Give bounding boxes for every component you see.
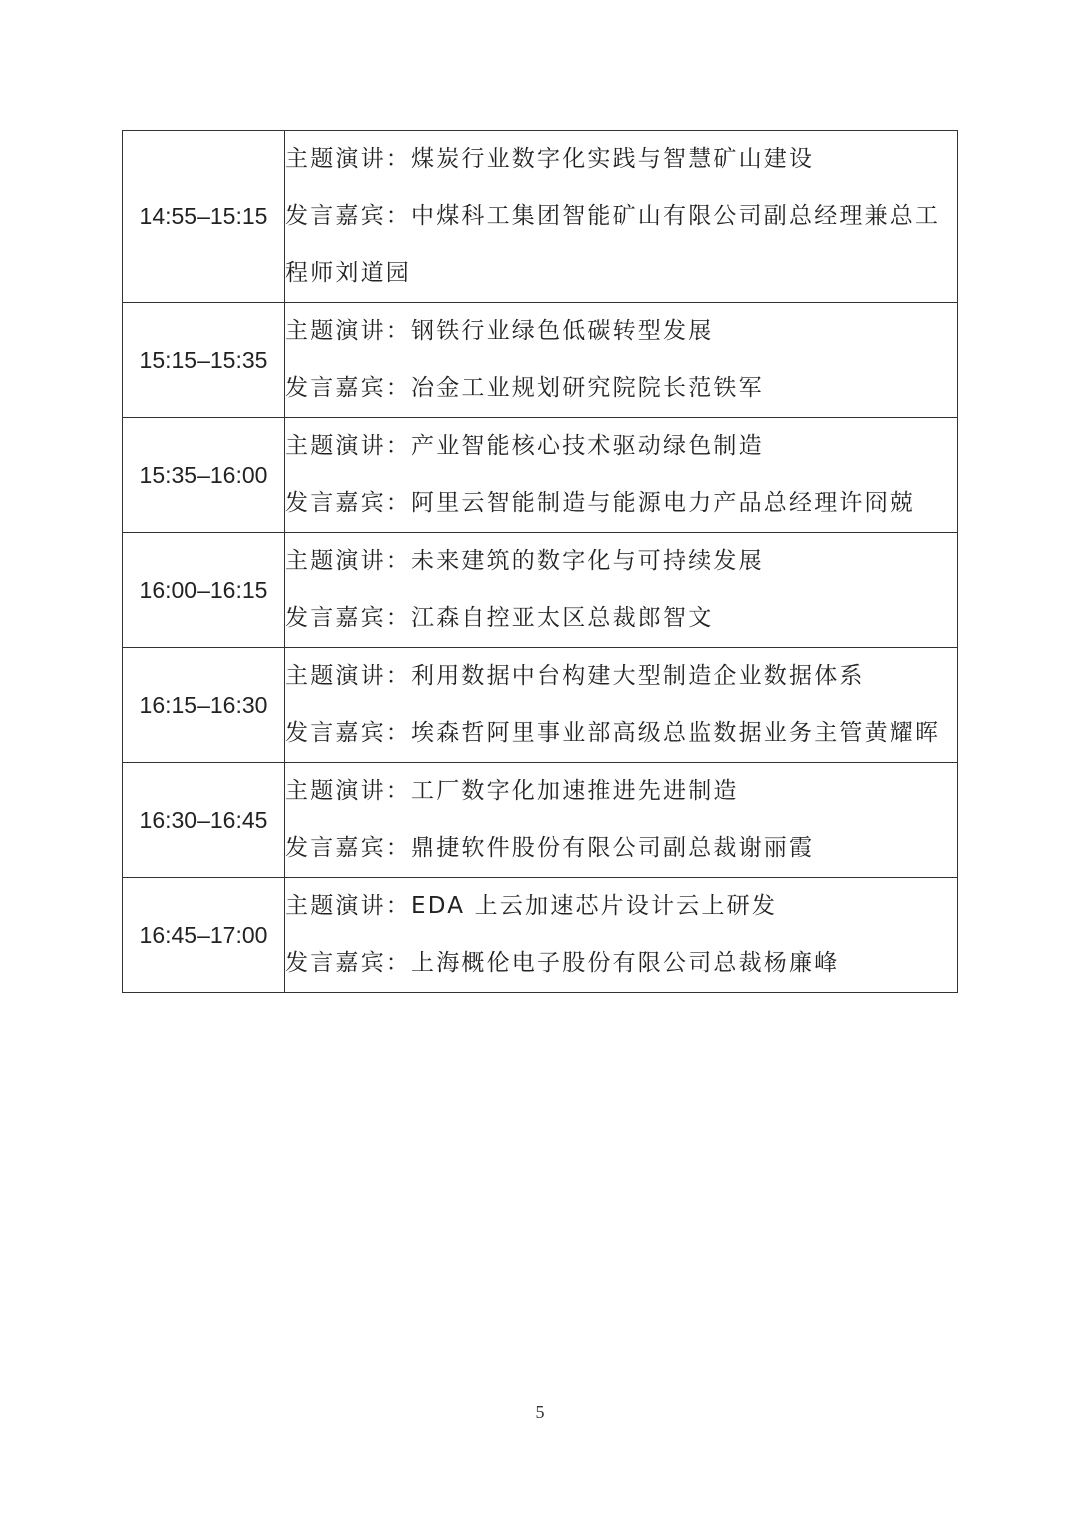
topic-text: 主题演讲：钢铁行业绿色低碳转型发展	[285, 318, 714, 344]
agenda-content	[285, 533, 958, 648]
topic-text: 主题演讲：未来建筑的数字化与可持续发展	[285, 548, 764, 574]
time-slot: 14:55–15:15	[123, 131, 285, 303]
topic-text: 主题演讲：EDA 上云加速芯片设计云上研发	[285, 893, 778, 919]
speaker-text: 发言嘉宾：冶金工业规划研究院院长范铁军	[285, 375, 764, 401]
time-slot: 16:45–17:00	[123, 878, 285, 993]
time-slot: 16:30–16:45	[123, 763, 285, 878]
topic-text: 主题演讲：利用数据中台构建大型制造企业数据体系	[285, 663, 865, 689]
speaker-text: 发言嘉宾：中煤科工集团智能矿山有限公司副总经理兼总工程师刘道园	[285, 203, 941, 286]
speaker-text: 发言嘉宾：上海概伦电子股份有限公司总裁杨廉峰	[285, 950, 840, 976]
agenda-row	[123, 878, 958, 993]
agenda-content	[285, 303, 958, 418]
page-number: 5	[535, 1402, 545, 1422]
agenda-row	[123, 418, 958, 533]
topic-text: 主题演讲：工厂数字化加速推进先进制造	[285, 778, 739, 804]
time-slot: 16:15–16:30	[123, 648, 285, 763]
agenda-row	[123, 533, 958, 648]
agenda-content	[285, 878, 958, 993]
agenda-row	[123, 303, 958, 418]
agenda-row	[123, 131, 958, 303]
topic-text: 主题演讲：煤炭行业数字化实践与智慧矿山建设	[285, 146, 815, 172]
time-slot: 15:15–15:35	[123, 303, 285, 418]
time-slot: 16:00–16:15	[123, 533, 285, 648]
agenda-content	[285, 131, 958, 303]
time-slot: 15:35–16:00	[123, 418, 285, 533]
agenda-content	[285, 763, 958, 878]
speaker-text: 发言嘉宾：江森自控亚太区总裁郎智文	[285, 605, 714, 631]
agenda-table	[122, 130, 958, 993]
speaker-text: 发言嘉宾：阿里云智能制造与能源电力产品总经理许冏兢	[285, 490, 915, 516]
agenda-content	[285, 648, 958, 763]
topic-text: 主题演讲：产业智能核心技术驱动绿色制造	[285, 433, 764, 459]
speaker-text: 发言嘉宾：埃森哲阿里事业部高级总监数据业务主管黄耀晖	[285, 720, 941, 746]
speaker-text: 发言嘉宾：鼎捷软件股份有限公司副总裁谢丽霞	[285, 835, 815, 861]
agenda-row	[123, 763, 958, 878]
agenda-content	[285, 418, 958, 533]
agenda-row	[123, 648, 958, 763]
